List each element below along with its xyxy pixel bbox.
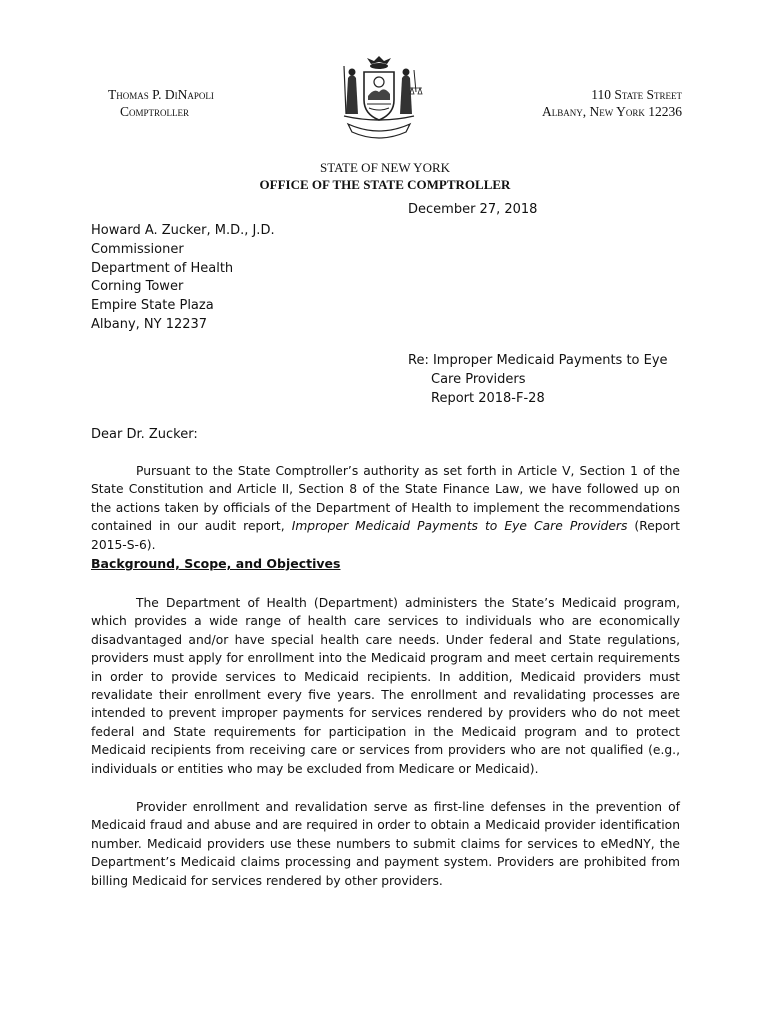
office-city: Albany, New York 12236 (542, 104, 682, 119)
subject-line (408, 351, 668, 408)
new-york-state-seal-icon (334, 52, 424, 140)
subject-line-2: Care Providers (431, 372, 526, 387)
recipient-address (91, 222, 275, 335)
comptroller-name: Thomas P. DiNapoli (108, 87, 214, 102)
subject-line-1: Re: Improper Medicaid Payments to Eye (408, 353, 668, 368)
paragraph-authority-end: (Report 2015-S-6). (91, 519, 680, 552)
recipient-department: Department of Health (91, 260, 234, 276)
report-title: Improper Medicaid Payments to Eye Care Providers (291, 519, 628, 534)
paragraph-authority (91, 462, 680, 554)
state-name: STATE OF NEW YORK (319, 160, 451, 175)
paragraph-authority-text: Pursuant to the State Comptroller’s authority as set forth in Article V, Section 1 of the State Constitution and Article II, Section 8 of the State Finance Law, we have followed up on the actions taken by officials of the Department of Health to implement the recommendations contained in our audit report, (91, 464, 680, 534)
office-name: OFFICE OF THE STATE COMPTROLLER (259, 177, 511, 192)
recipient-name: Howard A. Zucker, M.D., J.D. (91, 223, 275, 238)
letterhead-right (542, 86, 682, 120)
paragraph-enrollment: Provider enrollment and revalidation serve as first-line defenses in the prevention of Medicaid fraud and abuse and are required in order to obtain a Medicaid provider identification number. Medicaid providers use these numbers to submit claims for services to eMedNY, the Department’s Medicaid claims processing and payment system. Providers are prohibited from billing Medicaid for services rendered by other providers. (91, 800, 680, 888)
recipient-title: Commissioner (91, 241, 184, 257)
recipient-plaza: Empire State Plaza (91, 298, 214, 314)
subject-line-3: Report 2018-F-28 (431, 391, 545, 406)
salutation: Dear Dr. Zucker: (91, 427, 198, 442)
comptroller-title: Comptroller (120, 104, 190, 119)
recipient-city: Albany, NY 12237 (91, 316, 208, 332)
letterhead-left (108, 86, 214, 120)
section-heading: Background, Scope, and Objectives (91, 556, 341, 571)
office-street: 110 State Street (591, 87, 682, 102)
letter-date: December 27, 2018 (408, 202, 538, 217)
paragraph-background: The Department of Health (Department) administers the State’s Medicaid program, which provides a wide range of health care services to individuals who are economically disadvantaged and/or have special health care needs. Under federal and State regulations, providers must apply for enrollment into the Medicaid program and meet certain requirements in order to provide services to Medicaid recipients. In addition, Medicaid providers must revalidate their enrollment every five years. The enrollment and revalidating processes are intended to prevent improper payments for services rendered by providers who do not meet federal and State requirements for participation in the Medicaid program and to protect Medicaid recipients from receiving care or services from providers who are not qualified (e.g., individuals or entities who may be excluded from Medicare or Medicaid). (91, 596, 680, 776)
recipient-building: Corning Tower (91, 279, 184, 295)
